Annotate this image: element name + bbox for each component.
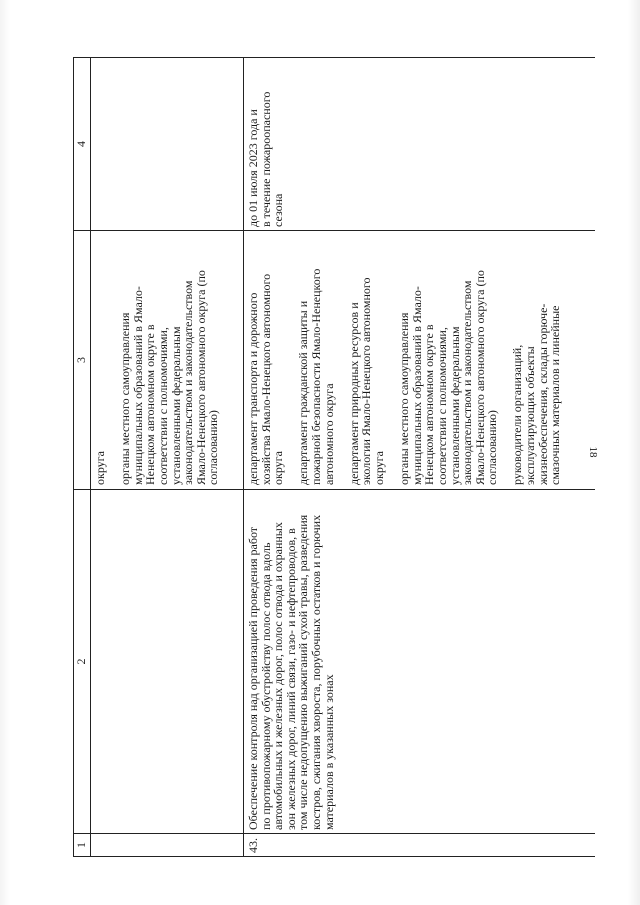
responsible-parties-cell: департамент транспорта и дорожного хозяйства Ямало-Ненецкого автономного округа департамент гражданской защиты и пожарной безопасности Ямало-Ненецкого автономного округа департамент природных ресурсов и экологии Ямало-Ненецкого автономного округа органы местного самоуправления муниципальных образований в Ямало- Ненецком автономном округе в соответствии с полномочиями, установленными федеральным законодательством и законодательством Ямало-Ненецкого автономного округа (по согласованию) руководители организаций, эксплуатирующих объекты жизнеобеспечения, склады горюче- смазочных материалов и линейные bbox=[246, 268, 563, 485]
table-border-right bbox=[73, 57, 595, 58]
column-separator-3-4 bbox=[73, 230, 595, 231]
column-separator-1-2 bbox=[73, 833, 595, 834]
table-header-separator bbox=[90, 57, 91, 857]
table-border-left bbox=[73, 856, 595, 857]
column-separator-2-3 bbox=[73, 489, 595, 490]
deadline-cell: до 01 июля 2023 года и в течение пожароопасного сезона bbox=[246, 91, 286, 227]
page-number: 18 bbox=[587, 446, 599, 458]
column-header-4: 4 bbox=[74, 141, 88, 147]
row-number-cell: 43. bbox=[246, 838, 260, 853]
table-border-top bbox=[73, 57, 74, 857]
column-header-2: 2 bbox=[74, 658, 88, 665]
table-row-separator bbox=[243, 57, 244, 857]
document-table bbox=[73, 57, 595, 857]
measure-description-cell: Обеспечение контроля над организацией проведения работ по противопожарному обустройству полос отвода вдоль автомобильных и железных дорог, полос отвода и охранных зон железных дорог, линий связи, газо- и нефтепроводов, в том числе недопущению выжиганий сухой травы, разведения костров, сжигания хвороста, порубочных остатков и горючих материалов в указанных зонах bbox=[246, 514, 336, 830]
column-header-1: 1 bbox=[74, 842, 88, 848]
column-header-3: 3 bbox=[74, 357, 88, 363]
continuation-responsible-cell: округа органы местного самоуправления муниципальных образований в Ямало- Ненецком автономном округе в соответствии с полномочиями, установленными федеральным законодательством и законодательством Ямало-Ненецкого автономного округа (по согласованию) bbox=[93, 270, 221, 485]
